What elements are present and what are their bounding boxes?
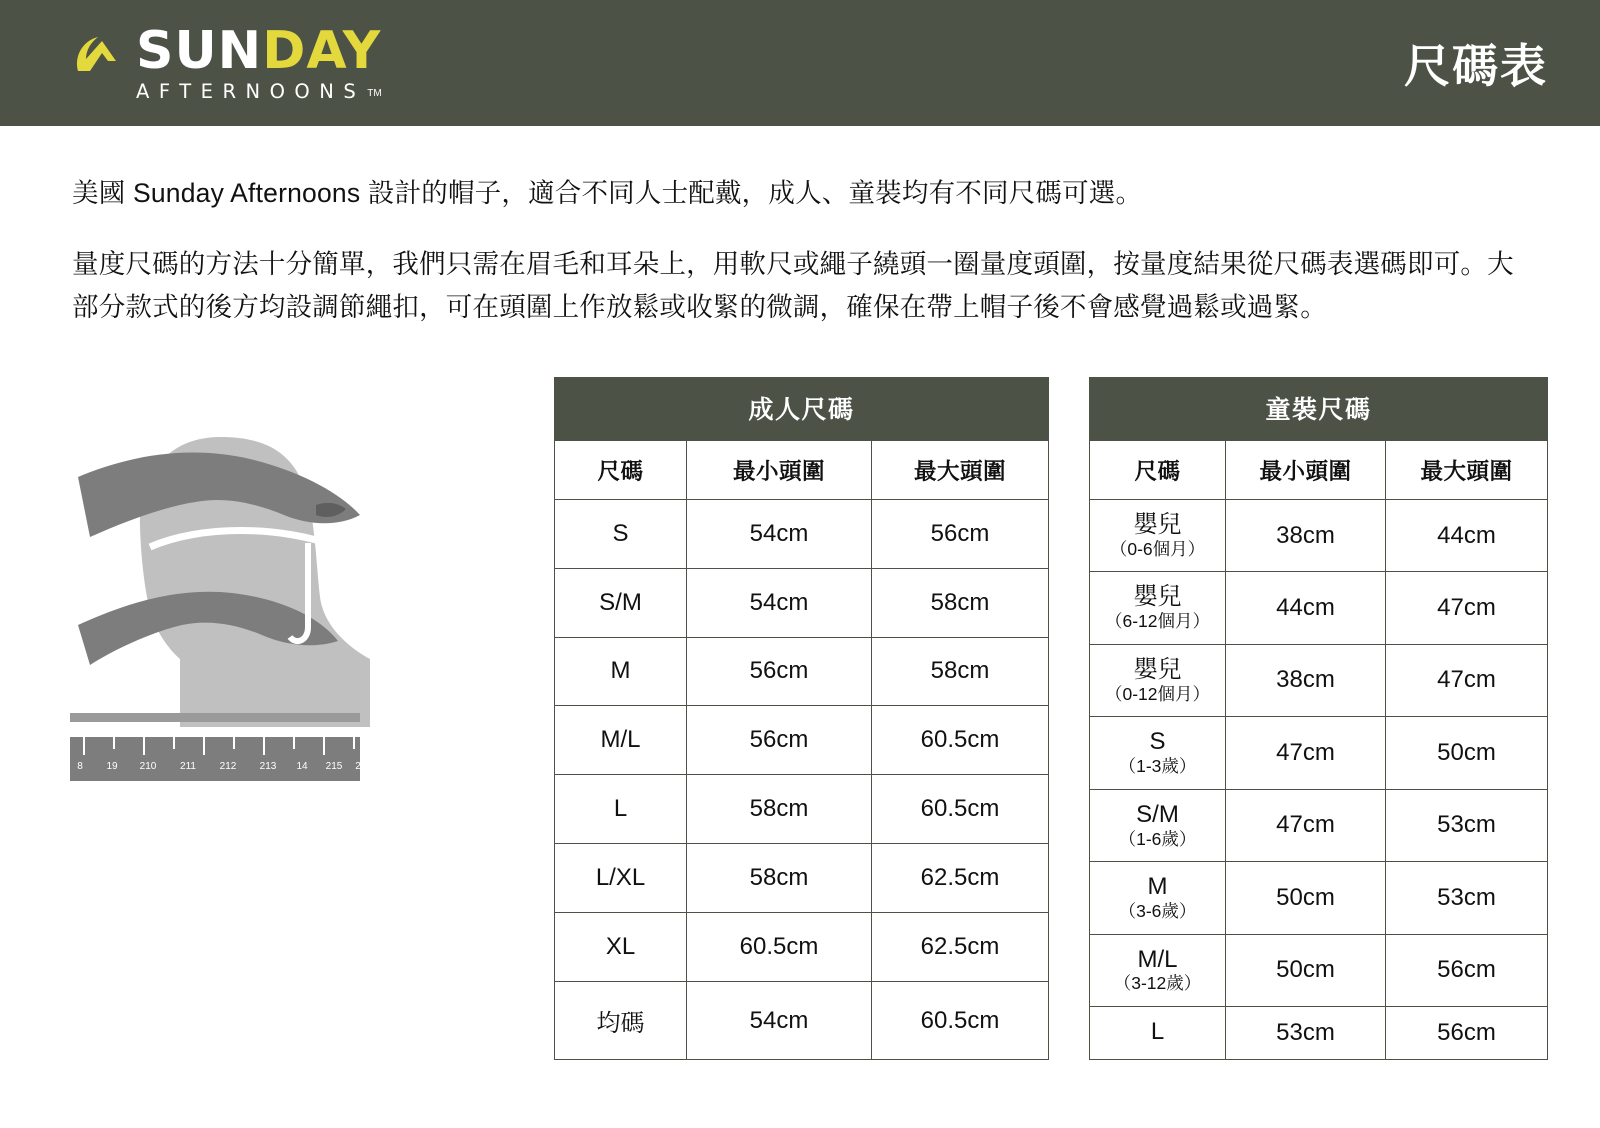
kids-size: [1090, 717, 1226, 789]
content-section: [0, 329, 1600, 1060]
svg-text:215: 215: [325, 760, 343, 772]
kids-size-name: S/M: [1136, 800, 1179, 828]
adult-table-header-row: [555, 440, 1049, 499]
adult-max: 60.5cm: [872, 982, 1049, 1060]
table-row: [555, 775, 1049, 844]
svg-text:213: 213: [259, 760, 277, 772]
kids-size-age: （3-12歲）: [1113, 973, 1202, 994]
kids-size-name: 嬰兒: [1133, 655, 1182, 683]
kids-size-name: 嬰兒: [1133, 510, 1182, 538]
kids-size-age: （6-12個月）: [1104, 611, 1211, 632]
kids-max: 50cm: [1386, 717, 1548, 789]
adult-max: 60.5cm: [872, 775, 1049, 844]
table-row: [1090, 499, 1548, 571]
adult-size: M/L: [555, 706, 687, 775]
kids-max: 56cm: [1386, 1007, 1548, 1060]
adult-max: 58cm: [872, 637, 1049, 706]
kids-max: 44cm: [1386, 499, 1548, 571]
svg-text:2: 2: [355, 760, 361, 772]
adult-size-table: [554, 377, 1049, 1060]
adult-min: 54cm: [687, 499, 872, 568]
kids-size: [1090, 934, 1226, 1006]
adult-min: 58cm: [687, 844, 872, 913]
adult-size: S: [555, 499, 687, 568]
intro-section: [0, 126, 1600, 329]
kids-size-age: （3-6歲）: [1118, 900, 1197, 921]
kids-size-age: （0-6個月）: [1109, 538, 1206, 559]
kids-min: 47cm: [1226, 717, 1386, 789]
adult-min: 60.5cm: [687, 913, 872, 982]
adult-col-size: 尺碼: [555, 440, 687, 499]
svg-text:212: 212: [219, 760, 237, 772]
adult-max: 56cm: [872, 499, 1049, 568]
kids-min: 38cm: [1226, 644, 1386, 716]
kids-size: [1090, 862, 1226, 934]
svg-text:19: 19: [106, 760, 118, 772]
kids-size-name: S: [1149, 728, 1166, 756]
kids-size: [1090, 789, 1226, 861]
adult-col-max: 最大頭圍: [872, 440, 1049, 499]
adult-min: 56cm: [687, 706, 872, 775]
adult-min: 58cm: [687, 775, 872, 844]
adult-max: 58cm: [872, 568, 1049, 637]
kids-min: 50cm: [1226, 934, 1386, 1006]
table-row: [555, 568, 1049, 637]
kids-col-max: 最大頭圍: [1386, 440, 1548, 499]
kids-size-age: （0-12個月）: [1104, 683, 1211, 704]
kids-size-name: 嬰兒: [1133, 583, 1182, 611]
adult-size: S/M: [555, 568, 687, 637]
adult-col-min: 最小頭圍: [687, 440, 872, 499]
svg-text:14: 14: [296, 760, 308, 772]
svg-text:8: 8: [77, 760, 83, 772]
kids-col-min: 最小頭圍: [1226, 440, 1386, 499]
table-row: [555, 982, 1049, 1060]
kids-size-name: M/L: [1137, 945, 1178, 973]
adult-size: M: [555, 637, 687, 706]
adult-size: 均碼: [555, 982, 687, 1060]
logo-wordmark-secondary: AFTERNOONS: [136, 79, 366, 103]
table-row: [1090, 644, 1548, 716]
kids-max: 47cm: [1386, 572, 1548, 644]
adult-size: L/XL: [555, 844, 687, 913]
measure-illustration: [70, 377, 400, 797]
kids-max: 56cm: [1386, 934, 1548, 1006]
kids-size: [1090, 644, 1226, 716]
page-title: 尺碼表: [1404, 40, 1548, 92]
kids-max: 47cm: [1386, 644, 1548, 716]
kids-min: 44cm: [1226, 572, 1386, 644]
adult-min: 54cm: [687, 982, 872, 1060]
kids-min: 47cm: [1226, 789, 1386, 861]
logo-wordmark-secondary-row: [136, 79, 382, 103]
kids-min: 53cm: [1226, 1007, 1386, 1060]
adult-size: XL: [555, 913, 687, 982]
table-row: [1090, 862, 1548, 934]
size-tables: [400, 377, 1548, 1060]
table-row: [555, 637, 1049, 706]
kids-col-size: 尺碼: [1090, 440, 1226, 499]
table-row: [1090, 717, 1548, 789]
adult-max: 62.5cm: [872, 844, 1049, 913]
table-row: [555, 844, 1049, 913]
svg-text:211: 211: [180, 760, 196, 772]
kids-max: 53cm: [1386, 862, 1548, 934]
kids-table-header-row: [1090, 440, 1548, 499]
kids-size: [1090, 499, 1226, 571]
kids-max: 53cm: [1386, 789, 1548, 861]
kids-size-age: （1-6歲）: [1118, 828, 1197, 849]
adult-max: 60.5cm: [872, 706, 1049, 775]
mountain-logo-icon: [72, 31, 132, 87]
table-row: [1090, 789, 1548, 861]
table-row: [555, 913, 1049, 982]
adult-max: 62.5cm: [872, 913, 1049, 982]
kids-table-caption: 童裝尺碼: [1089, 377, 1548, 440]
kids-size: [1090, 1007, 1226, 1060]
table-row: [1090, 572, 1548, 644]
kids-size: [1090, 572, 1226, 644]
brand-logo: [72, 20, 382, 103]
head-measure-figure-icon: [70, 397, 400, 797]
adult-min: 56cm: [687, 637, 872, 706]
kids-min: 50cm: [1226, 862, 1386, 934]
kids-size-age: （1-3歲）: [1118, 756, 1197, 777]
intro-paragraph-2: 量度尺碼的方法十分簡單，我們只需在眉毛和耳朵上，用軟尺或繩子繞頭一圈量度頭圍，按量度結果從尺碼表選碼即可。大部分款式的後方均設調節繩扣，可在頭圍上作放鬆或收緊的微調，確保在帶上帽子後不會感覺過鬆或過緊。: [72, 248, 1514, 322]
page-header: [0, 0, 1600, 126]
adult-table-caption: 成人尺碼: [554, 377, 1049, 440]
logo-wordmark: [136, 20, 382, 103]
table-row: [1090, 934, 1548, 1006]
table-row: [555, 499, 1049, 568]
kids-min: 38cm: [1226, 499, 1386, 571]
intro-paragraph-1: 美國 Sunday Afternoons 設計的帽子，適合不同人士配戴，成人、童裝均有不同尺碼可選。: [72, 178, 1143, 208]
logo-wordmark-primary: SUNDAY: [136, 20, 382, 81]
kids-size-name: M: [1147, 873, 1168, 901]
kids-size-table: [1089, 377, 1548, 1060]
kids-size-name: L: [1150, 1018, 1165, 1046]
adult-min: 54cm: [687, 568, 872, 637]
table-row: [555, 706, 1049, 775]
logo-trademark: TM: [367, 88, 382, 100]
adult-size: L: [555, 775, 687, 844]
svg-text:210: 210: [139, 760, 157, 772]
table-row: [1090, 1007, 1548, 1060]
